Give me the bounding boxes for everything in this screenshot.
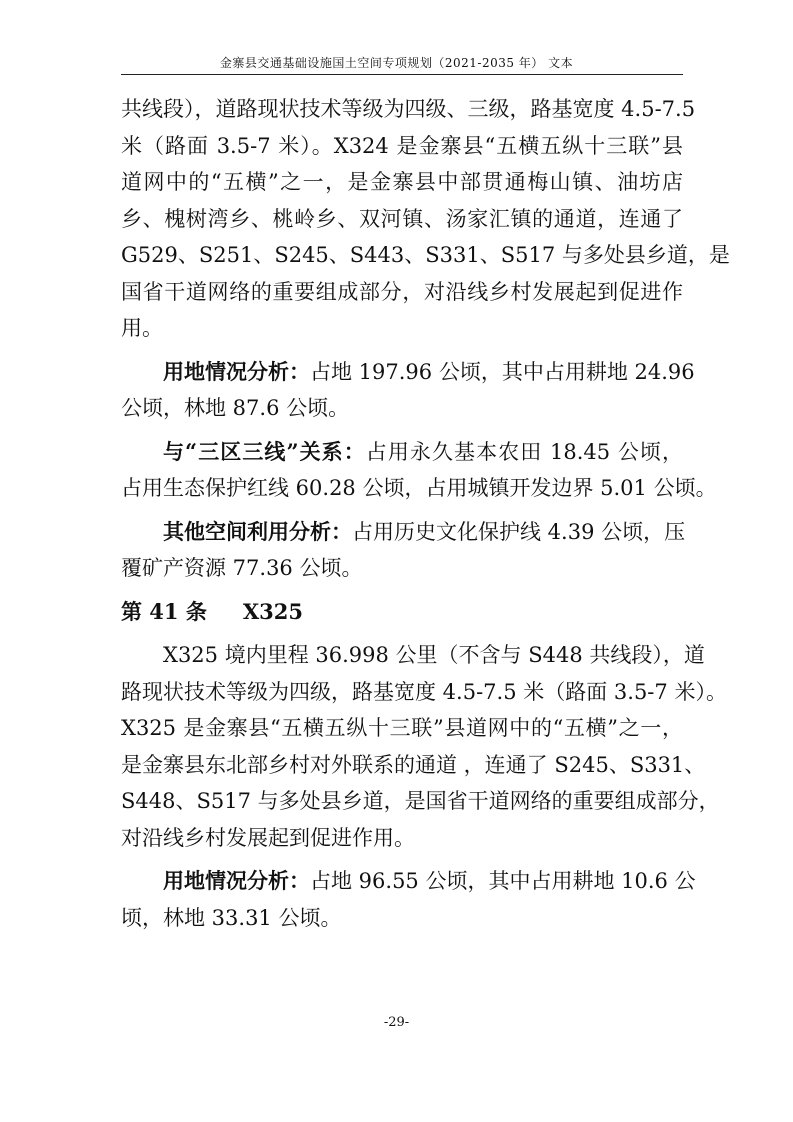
page-number: -29- [383,1015,410,1030]
text-line: 道网中的“五横”之一，是金寨县中部贯通梅山镇、油坊店 [121,170,683,194]
other-space-text: 占用历史文化保护线 4.39 公顷，压 [352,519,686,544]
page-header: 金寨县交通基础设施国土空间专项规划（2021-2035 年） 文本 [219,56,574,70]
text-line: 乡、槐树湾乡、桃岭乡、双河镇、汤家汇镇的通道，连通了 [121,206,683,231]
paragraph-x325-description [121,637,727,856]
header-divider [121,74,683,75]
text-line: 共线段），道路现状技术等级为四级、三级，路基宽度 4.5-7.5 [121,97,696,121]
other-space-label: 其他空间利用分析： [163,518,352,544]
text-line: 公顷，林地 87.6 公顷。 [121,396,350,420]
paragraph-other-space-x324 [121,514,686,587]
text-line: S448、S517 与多处县乡道，是国省干道网络的重要组成部分， [121,789,720,813]
land-use-label: 用地情况分析： [163,868,310,893]
paragraph-land-use-x325 [121,863,696,936]
text-line [121,354,695,391]
article-number: 第 41 条 [121,598,207,624]
land-use-label: 用地情况分析： [163,358,310,384]
text-line: 国省干道网络的重要组成部分，对沿线乡村发展起到促进作 [121,279,683,304]
three-zones-text: 占用永久基本农田 18.45 公顷， [365,439,683,464]
land-use-text: 占地 197.96 公顷，其中占用耕地 24.96 [310,359,695,384]
text-line: X325 境内里程 36.998 公里（不含与 S448 共线段），道 [163,643,705,667]
text-line: 路现状技术等级为四级，路基宽度 4.5-7.5 米（路面 3.5-7 米）。 [121,679,727,704]
text-line: 覆矿产资源 77.36 公顷。 [121,556,363,580]
paragraph-three-zones-x324 [121,434,717,507]
text-line: 用。 [121,316,163,340]
paragraph-x324-description [121,91,730,347]
text-line: 是金寨县东北部乡村对外联系的通道 ，连通了 S245、S331、 [121,752,706,777]
text-line: 占用生态保护红线 60.28 公顷，占用城镇开发边界 5.01 公顷。 [121,476,717,500]
text-line: X325 是金寨县“五横五纵十三联”县道网中的“五横”之一， [121,716,683,740]
article-heading [121,594,683,631]
text-line: G529、S251、S245、S443、S331、S517 与多处县乡道，是 [121,243,730,267]
three-zones-label: 与“三区三线”关系： [163,438,366,464]
text-line [121,863,696,900]
document-body [121,91,730,936]
land-use-text: 占地 96.55 公顷，其中占用耕地 10.6 公 [310,869,696,893]
text-line [121,514,686,551]
text-line: 米（路面 3.5-7 米）。X324 是金寨县“五横五纵十三联”县 [121,133,683,158]
text-line: 对沿线乡村发展起到促进作用。 [121,825,415,850]
article-road-code: X325 [242,598,303,624]
paragraph-land-use-x324 [121,354,695,427]
text-line [121,434,683,471]
text-line: 顷，林地 33.31 公顷。 [121,905,342,930]
